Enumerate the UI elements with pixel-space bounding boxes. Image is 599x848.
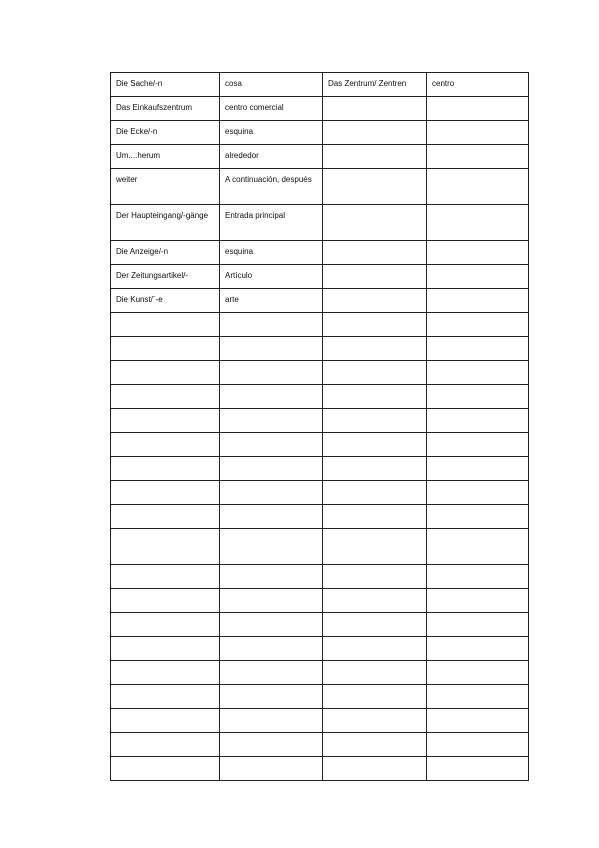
table-row	[111, 529, 529, 565]
german-term-cell: Der Zeitungsartikel/-	[111, 265, 220, 289]
spanish-translation-cell: centro comercial	[220, 97, 323, 121]
german-term-cell	[111, 757, 220, 781]
table-row	[111, 361, 529, 385]
german-term-cell	[111, 481, 220, 505]
spanish-translation-cell: centro	[427, 73, 529, 97]
german-term-cell	[323, 757, 427, 781]
spanish-translation-cell	[220, 433, 323, 457]
spanish-translation-cell	[220, 565, 323, 589]
german-term-cell	[323, 361, 427, 385]
table-row	[111, 265, 529, 289]
german-term-cell	[323, 589, 427, 613]
german-term-cell	[111, 529, 220, 565]
spanish-translation-cell	[220, 757, 323, 781]
spanish-translation-cell	[427, 121, 529, 145]
german-term-cell: Die Anzeige/-n	[111, 241, 220, 265]
german-term-cell: Die Kunst/¨-e	[111, 289, 220, 313]
spanish-translation-cell	[427, 313, 529, 337]
german-term-cell	[111, 733, 220, 757]
german-term-cell	[323, 529, 427, 565]
spanish-translation-cell	[220, 385, 323, 409]
table-row	[111, 457, 529, 481]
table-row	[111, 637, 529, 661]
spanish-translation-cell	[427, 709, 529, 733]
german-term-cell	[111, 409, 220, 433]
vocabulary-table	[110, 72, 529, 781]
german-term-cell	[111, 613, 220, 637]
spanish-translation-cell	[427, 361, 529, 385]
german-term-cell	[323, 565, 427, 589]
spanish-translation-cell	[427, 337, 529, 361]
spanish-translation-cell	[220, 709, 323, 733]
german-term-cell	[323, 709, 427, 733]
spanish-translation-cell: esquina	[220, 121, 323, 145]
german-term-cell	[111, 709, 220, 733]
table-row	[111, 565, 529, 589]
spanish-translation-cell	[427, 385, 529, 409]
german-term-cell: weiter	[111, 169, 220, 205]
table-row	[111, 121, 529, 145]
german-term-cell	[323, 169, 427, 205]
german-term-cell	[111, 637, 220, 661]
german-term-cell: Das Einkaufszentrum	[111, 97, 220, 121]
table-row	[111, 661, 529, 685]
spanish-translation-cell	[427, 145, 529, 169]
spanish-translation-cell	[220, 613, 323, 637]
spanish-translation-cell: esquina	[220, 241, 323, 265]
table-row	[111, 481, 529, 505]
german-term-cell	[323, 265, 427, 289]
table-row	[111, 241, 529, 265]
german-term-cell: Die Sache/-n	[111, 73, 220, 97]
german-term-cell	[323, 685, 427, 709]
spanish-translation-cell	[427, 613, 529, 637]
german-term-cell	[323, 637, 427, 661]
spanish-translation-cell	[220, 481, 323, 505]
spanish-translation-cell	[220, 733, 323, 757]
german-term-cell	[323, 313, 427, 337]
spanish-translation-cell	[427, 457, 529, 481]
table-row	[111, 289, 529, 313]
german-term-cell	[323, 433, 427, 457]
german-term-cell	[323, 733, 427, 757]
spanish-translation-cell	[427, 169, 529, 205]
spanish-translation-cell	[220, 337, 323, 361]
german-term-cell	[323, 457, 427, 481]
spanish-translation-cell	[427, 589, 529, 613]
german-term-cell	[323, 205, 427, 241]
german-term-cell	[323, 145, 427, 169]
table-row	[111, 97, 529, 121]
spanish-translation-cell	[427, 409, 529, 433]
spanish-translation-cell	[427, 685, 529, 709]
table-row	[111, 709, 529, 733]
german-term-cell	[323, 661, 427, 685]
spanish-translation-cell	[427, 529, 529, 565]
german-term-cell	[111, 433, 220, 457]
table-row	[111, 385, 529, 409]
german-term-cell	[111, 505, 220, 529]
german-term-cell	[323, 289, 427, 313]
spanish-translation-cell	[220, 505, 323, 529]
spanish-translation-cell	[220, 685, 323, 709]
german-term-cell	[111, 661, 220, 685]
german-term-cell	[323, 97, 427, 121]
german-term-cell	[111, 361, 220, 385]
spanish-translation-cell	[427, 505, 529, 529]
vocabulary-sheet	[110, 72, 528, 781]
german-term-cell	[111, 565, 220, 589]
spanish-translation-cell	[427, 733, 529, 757]
spanish-translation-cell	[220, 457, 323, 481]
spanish-translation-cell: Entrada principal	[220, 205, 323, 241]
spanish-translation-cell	[427, 97, 529, 121]
german-term-cell	[323, 337, 427, 361]
table-row	[111, 685, 529, 709]
table-row	[111, 409, 529, 433]
german-term-cell	[323, 409, 427, 433]
spanish-translation-cell	[427, 757, 529, 781]
table-row	[111, 505, 529, 529]
spanish-translation-cell: alrededor	[220, 145, 323, 169]
spanish-translation-cell	[427, 289, 529, 313]
spanish-translation-cell	[427, 241, 529, 265]
german-term-cell	[323, 385, 427, 409]
table-row	[111, 613, 529, 637]
spanish-translation-cell	[220, 529, 323, 565]
spanish-translation-cell: A continuación, después	[220, 169, 323, 205]
spanish-translation-cell	[220, 589, 323, 613]
german-term-cell	[111, 337, 220, 361]
german-term-cell	[111, 685, 220, 709]
german-term-cell	[323, 121, 427, 145]
spanish-translation-cell	[220, 313, 323, 337]
german-term-cell	[111, 313, 220, 337]
table-row	[111, 205, 529, 241]
german-term-cell	[323, 505, 427, 529]
spanish-translation-cell	[427, 661, 529, 685]
german-term-cell: Die Ecke/-n	[111, 121, 220, 145]
spanish-translation-cell	[427, 265, 529, 289]
spanish-translation-cell	[427, 637, 529, 661]
german-term-cell	[111, 457, 220, 481]
german-term-cell: Um....herum	[111, 145, 220, 169]
table-row	[111, 589, 529, 613]
german-term-cell: Der Haupteingang/-gänge	[111, 205, 220, 241]
spanish-translation-cell	[220, 409, 323, 433]
german-term-cell	[111, 589, 220, 613]
table-row	[111, 337, 529, 361]
german-term-cell	[323, 613, 427, 637]
spanish-translation-cell	[427, 433, 529, 457]
spanish-translation-cell	[220, 637, 323, 661]
spanish-translation-cell: cosa	[220, 73, 323, 97]
german-term-cell	[323, 481, 427, 505]
table-row	[111, 145, 529, 169]
table-row	[111, 73, 529, 97]
table-row	[111, 733, 529, 757]
spanish-translation-cell	[427, 565, 529, 589]
spanish-translation-cell: arte	[220, 289, 323, 313]
table-row	[111, 313, 529, 337]
german-term-cell: Das Zentrum/ Zentren	[323, 73, 427, 97]
table-row	[111, 433, 529, 457]
spanish-translation-cell	[427, 205, 529, 241]
spanish-translation-cell	[427, 481, 529, 505]
table-row	[111, 757, 529, 781]
table-row	[111, 169, 529, 205]
spanish-translation-cell: Artículo	[220, 265, 323, 289]
spanish-translation-cell	[220, 361, 323, 385]
spanish-translation-cell	[220, 661, 323, 685]
german-term-cell	[111, 385, 220, 409]
german-term-cell	[323, 241, 427, 265]
